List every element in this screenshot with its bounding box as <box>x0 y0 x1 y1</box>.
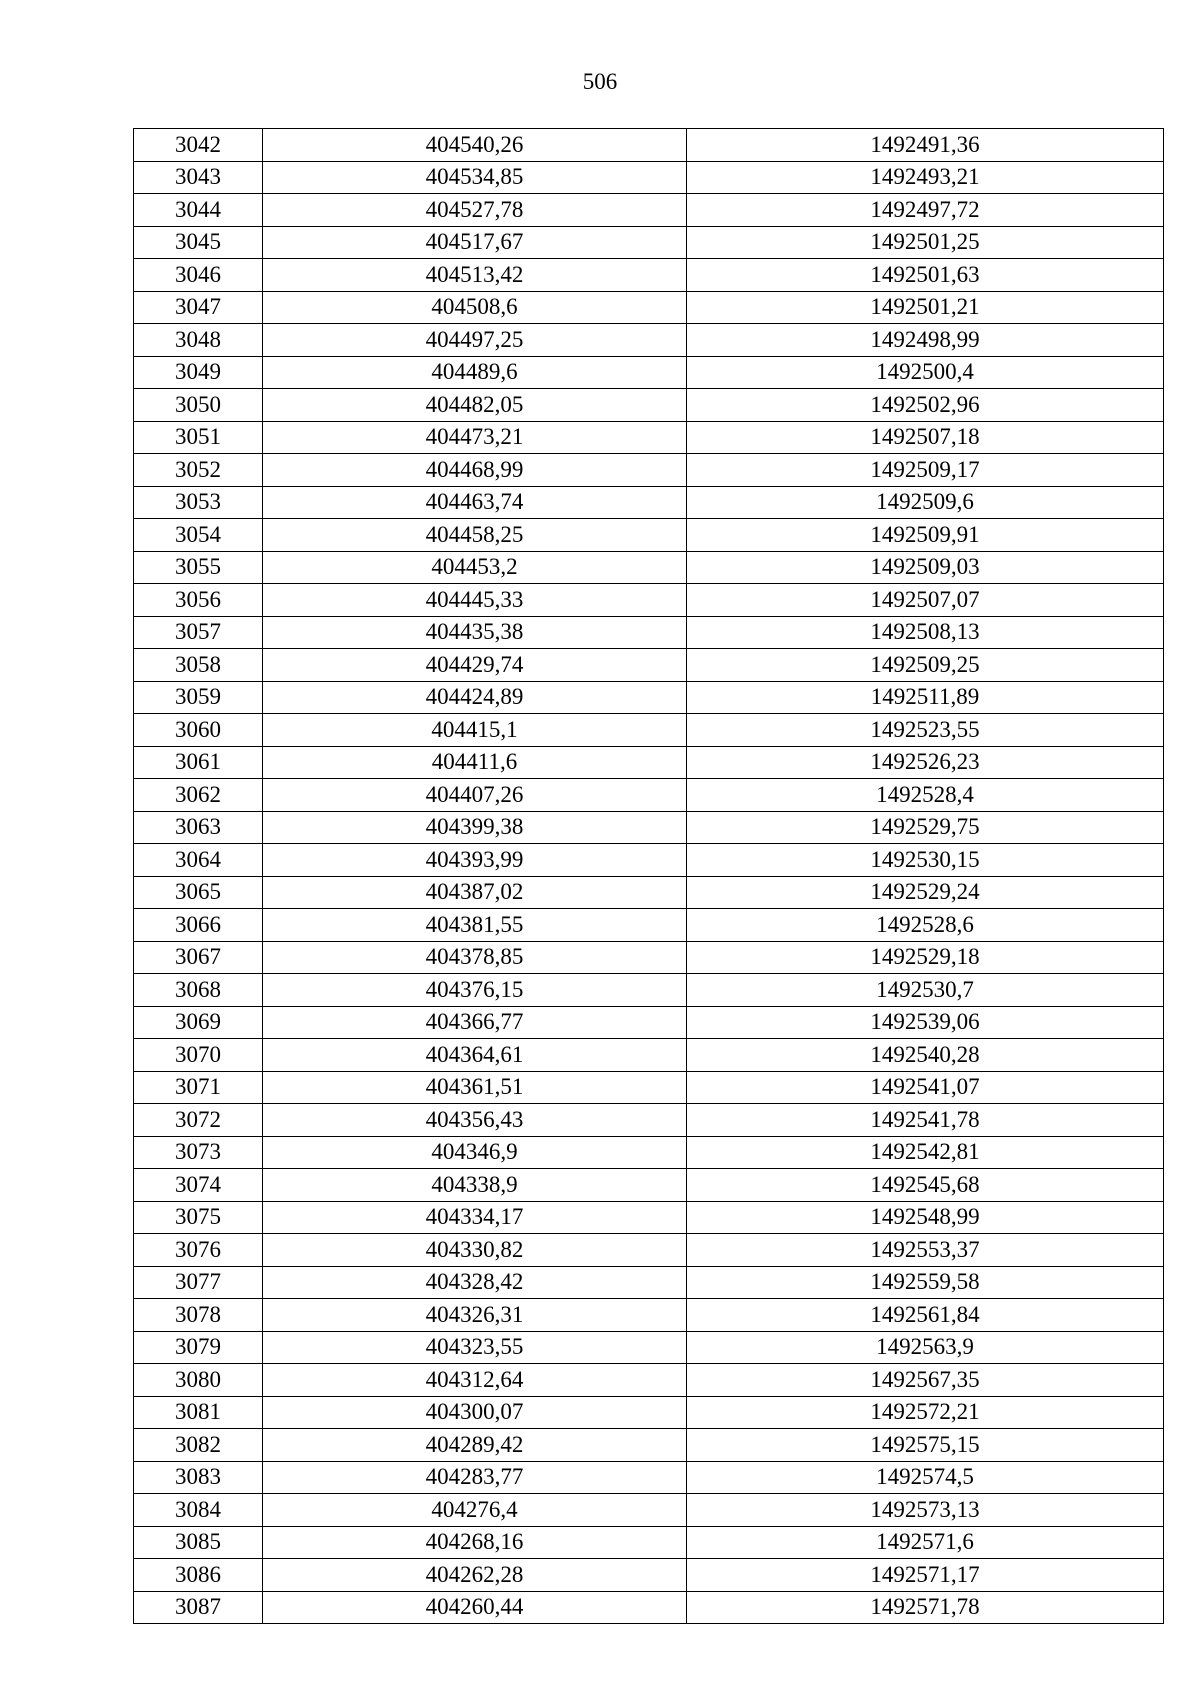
x-coordinate-cell: 404527,78 <box>263 194 687 227</box>
table-row <box>134 584 1164 617</box>
table-row <box>134 1234 1164 1267</box>
point-number-cell: 3062 <box>134 779 263 812</box>
y-coordinate-cell: 1492571,78 <box>687 1591 1164 1624</box>
table-row <box>134 1364 1164 1397</box>
point-number-cell: 3063 <box>134 811 263 844</box>
coordinates-table-body <box>134 129 1164 1624</box>
y-coordinate-cell: 1492574,5 <box>687 1461 1164 1494</box>
x-coordinate-cell: 404262,28 <box>263 1559 687 1592</box>
point-number-cell: 3066 <box>134 909 263 942</box>
point-number-cell: 3047 <box>134 291 263 324</box>
table-row <box>134 649 1164 682</box>
y-coordinate-cell: 1492529,18 <box>687 941 1164 974</box>
point-number-cell: 3084 <box>134 1494 263 1527</box>
y-coordinate-cell: 1492540,28 <box>687 1039 1164 1072</box>
y-coordinate-cell: 1492529,75 <box>687 811 1164 844</box>
point-number-cell: 3077 <box>134 1266 263 1299</box>
y-coordinate-cell: 1492507,07 <box>687 584 1164 617</box>
point-number-cell: 3072 <box>134 1104 263 1137</box>
y-coordinate-cell: 1492575,15 <box>687 1429 1164 1462</box>
point-number-cell: 3060 <box>134 714 263 747</box>
x-coordinate-cell: 404508,6 <box>263 291 687 324</box>
point-number-cell: 3065 <box>134 876 263 909</box>
x-coordinate-cell: 404366,77 <box>263 1006 687 1039</box>
point-number-cell: 3078 <box>134 1299 263 1332</box>
x-coordinate-cell: 404424,89 <box>263 681 687 714</box>
table-row <box>134 1299 1164 1332</box>
y-coordinate-cell: 1492509,03 <box>687 551 1164 584</box>
x-coordinate-cell: 404323,55 <box>263 1331 687 1364</box>
y-coordinate-cell: 1492572,21 <box>687 1396 1164 1429</box>
x-coordinate-cell: 404330,82 <box>263 1234 687 1267</box>
x-coordinate-cell: 404289,42 <box>263 1429 687 1462</box>
point-number-cell: 3045 <box>134 226 263 259</box>
y-coordinate-cell: 1492567,35 <box>687 1364 1164 1397</box>
table-row <box>134 1266 1164 1299</box>
x-coordinate-cell: 404463,74 <box>263 486 687 519</box>
point-number-cell: 3058 <box>134 649 263 682</box>
point-number-cell: 3048 <box>134 324 263 357</box>
x-coordinate-cell: 404445,33 <box>263 584 687 617</box>
x-coordinate-cell: 404411,6 <box>263 746 687 779</box>
y-coordinate-cell: 1492541,78 <box>687 1104 1164 1137</box>
y-coordinate-cell: 1492498,99 <box>687 324 1164 357</box>
point-number-cell: 3064 <box>134 844 263 877</box>
point-number-cell: 3050 <box>134 389 263 422</box>
x-coordinate-cell: 404517,67 <box>263 226 687 259</box>
point-number-cell: 3070 <box>134 1039 263 1072</box>
table-row <box>134 551 1164 584</box>
x-coordinate-cell: 404473,21 <box>263 421 687 454</box>
y-coordinate-cell: 1492573,13 <box>687 1494 1164 1527</box>
x-coordinate-cell: 404435,38 <box>263 616 687 649</box>
x-coordinate-cell: 404356,43 <box>263 1104 687 1137</box>
y-coordinate-cell: 1492545,68 <box>687 1169 1164 1202</box>
y-coordinate-cell: 1492571,17 <box>687 1559 1164 1592</box>
table-row <box>134 1461 1164 1494</box>
table-row <box>134 909 1164 942</box>
y-coordinate-cell: 1492529,24 <box>687 876 1164 909</box>
x-coordinate-cell: 404429,74 <box>263 649 687 682</box>
y-coordinate-cell: 1492541,07 <box>687 1071 1164 1104</box>
x-coordinate-cell: 404513,42 <box>263 259 687 292</box>
y-coordinate-cell: 1492511,89 <box>687 681 1164 714</box>
y-coordinate-cell: 1492508,13 <box>687 616 1164 649</box>
point-number-cell: 3051 <box>134 421 263 454</box>
point-number-cell: 3081 <box>134 1396 263 1429</box>
table-row <box>134 1429 1164 1462</box>
point-number-cell: 3044 <box>134 194 263 227</box>
y-coordinate-cell: 1492523,55 <box>687 714 1164 747</box>
y-coordinate-cell: 1492539,06 <box>687 1006 1164 1039</box>
table-row <box>134 941 1164 974</box>
table-row <box>134 876 1164 909</box>
table-row <box>134 1006 1164 1039</box>
y-coordinate-cell: 1492528,4 <box>687 779 1164 812</box>
point-number-cell: 3053 <box>134 486 263 519</box>
table-row <box>134 844 1164 877</box>
y-coordinate-cell: 1492509,17 <box>687 454 1164 487</box>
point-number-cell: 3082 <box>134 1429 263 1462</box>
y-coordinate-cell: 1492491,36 <box>687 129 1164 162</box>
table-row <box>134 129 1164 162</box>
x-coordinate-cell: 404489,6 <box>263 356 687 389</box>
point-number-cell: 3079 <box>134 1331 263 1364</box>
point-number-cell: 3080 <box>134 1364 263 1397</box>
point-number-cell: 3068 <box>134 974 263 1007</box>
x-coordinate-cell: 404361,51 <box>263 1071 687 1104</box>
table-row <box>134 1591 1164 1624</box>
y-coordinate-cell: 1492561,84 <box>687 1299 1164 1332</box>
table-row <box>134 1071 1164 1104</box>
point-number-cell: 3052 <box>134 454 263 487</box>
x-coordinate-cell: 404260,44 <box>263 1591 687 1624</box>
y-coordinate-cell: 1492542,81 <box>687 1136 1164 1169</box>
table-row <box>134 779 1164 812</box>
x-coordinate-cell: 404381,55 <box>263 909 687 942</box>
y-coordinate-cell: 1492528,6 <box>687 909 1164 942</box>
y-coordinate-cell: 1492563,9 <box>687 1331 1164 1364</box>
x-coordinate-cell: 404407,26 <box>263 779 687 812</box>
point-number-cell: 3061 <box>134 746 263 779</box>
table-row <box>134 746 1164 779</box>
table-row <box>134 1136 1164 1169</box>
table-row <box>134 486 1164 519</box>
point-number-cell: 3056 <box>134 584 263 617</box>
table-row <box>134 1039 1164 1072</box>
y-coordinate-cell: 1492501,63 <box>687 259 1164 292</box>
table-row <box>134 974 1164 1007</box>
x-coordinate-cell: 404540,26 <box>263 129 687 162</box>
x-coordinate-cell: 404268,16 <box>263 1526 687 1559</box>
point-number-cell: 3087 <box>134 1591 263 1624</box>
point-number-cell: 3055 <box>134 551 263 584</box>
x-coordinate-cell: 404326,31 <box>263 1299 687 1332</box>
table-row <box>134 1169 1164 1202</box>
coordinates-table <box>133 128 1164 1624</box>
point-number-cell: 3074 <box>134 1169 263 1202</box>
x-coordinate-cell: 404312,64 <box>263 1364 687 1397</box>
point-number-cell: 3054 <box>134 519 263 552</box>
y-coordinate-cell: 1492548,99 <box>687 1201 1164 1234</box>
y-coordinate-cell: 1492501,25 <box>687 226 1164 259</box>
y-coordinate-cell: 1492559,58 <box>687 1266 1164 1299</box>
point-number-cell: 3073 <box>134 1136 263 1169</box>
point-number-cell: 3043 <box>134 161 263 194</box>
table-row <box>134 324 1164 357</box>
point-number-cell: 3057 <box>134 616 263 649</box>
x-coordinate-cell: 404334,17 <box>263 1201 687 1234</box>
table-row <box>134 1494 1164 1527</box>
table-row <box>134 616 1164 649</box>
table-row <box>134 389 1164 422</box>
x-coordinate-cell: 404328,42 <box>263 1266 687 1299</box>
table-row <box>134 1104 1164 1137</box>
x-coordinate-cell: 404276,4 <box>263 1494 687 1527</box>
x-coordinate-cell: 404415,1 <box>263 714 687 747</box>
point-number-cell: 3075 <box>134 1201 263 1234</box>
point-number-cell: 3042 <box>134 129 263 162</box>
table-row <box>134 226 1164 259</box>
table-row <box>134 519 1164 552</box>
table-row <box>134 194 1164 227</box>
table-row <box>134 291 1164 324</box>
table-row <box>134 1559 1164 1592</box>
x-coordinate-cell: 404300,07 <box>263 1396 687 1429</box>
x-coordinate-cell: 404338,9 <box>263 1169 687 1202</box>
page-number: 506 <box>582 69 618 94</box>
y-coordinate-cell: 1492530,7 <box>687 974 1164 1007</box>
point-number-cell: 3086 <box>134 1559 263 1592</box>
x-coordinate-cell: 404453,2 <box>263 551 687 584</box>
x-coordinate-cell: 404378,85 <box>263 941 687 974</box>
table-row <box>134 811 1164 844</box>
table-row <box>134 681 1164 714</box>
y-coordinate-cell: 1492509,25 <box>687 649 1164 682</box>
point-number-cell: 3083 <box>134 1461 263 1494</box>
x-coordinate-cell: 404393,99 <box>263 844 687 877</box>
y-coordinate-cell: 1492507,18 <box>687 421 1164 454</box>
x-coordinate-cell: 404468,99 <box>263 454 687 487</box>
y-coordinate-cell: 1492493,21 <box>687 161 1164 194</box>
x-coordinate-cell: 404346,9 <box>263 1136 687 1169</box>
table-row <box>134 1331 1164 1364</box>
y-coordinate-cell: 1492497,72 <box>687 194 1164 227</box>
x-coordinate-cell: 404482,05 <box>263 389 687 422</box>
x-coordinate-cell: 404458,25 <box>263 519 687 552</box>
y-coordinate-cell: 1492509,6 <box>687 486 1164 519</box>
y-coordinate-cell: 1492509,91 <box>687 519 1164 552</box>
y-coordinate-cell: 1492553,37 <box>687 1234 1164 1267</box>
x-coordinate-cell: 404399,38 <box>263 811 687 844</box>
table-row <box>134 161 1164 194</box>
table-row <box>134 714 1164 747</box>
point-number-cell: 3046 <box>134 259 263 292</box>
table-row <box>134 454 1164 487</box>
point-number-cell: 3067 <box>134 941 263 974</box>
y-coordinate-cell: 1492502,96 <box>687 389 1164 422</box>
x-coordinate-cell: 404283,77 <box>263 1461 687 1494</box>
x-coordinate-cell: 404534,85 <box>263 161 687 194</box>
point-number-cell: 3085 <box>134 1526 263 1559</box>
x-coordinate-cell: 404497,25 <box>263 324 687 357</box>
x-coordinate-cell: 404376,15 <box>263 974 687 1007</box>
y-coordinate-cell: 1492571,6 <box>687 1526 1164 1559</box>
x-coordinate-cell: 404387,02 <box>263 876 687 909</box>
table-row <box>134 259 1164 292</box>
table-row <box>134 356 1164 389</box>
y-coordinate-cell: 1492526,23 <box>687 746 1164 779</box>
y-coordinate-cell: 1492501,21 <box>687 291 1164 324</box>
point-number-cell: 3069 <box>134 1006 263 1039</box>
table-row <box>134 1526 1164 1559</box>
x-coordinate-cell: 404364,61 <box>263 1039 687 1072</box>
y-coordinate-cell: 1492500,4 <box>687 356 1164 389</box>
y-coordinate-cell: 1492530,15 <box>687 844 1164 877</box>
point-number-cell: 3071 <box>134 1071 263 1104</box>
table-row <box>134 1201 1164 1234</box>
point-number-cell: 3059 <box>134 681 263 714</box>
point-number-cell: 3049 <box>134 356 263 389</box>
table-row <box>134 1396 1164 1429</box>
table-row <box>134 421 1164 454</box>
point-number-cell: 3076 <box>134 1234 263 1267</box>
